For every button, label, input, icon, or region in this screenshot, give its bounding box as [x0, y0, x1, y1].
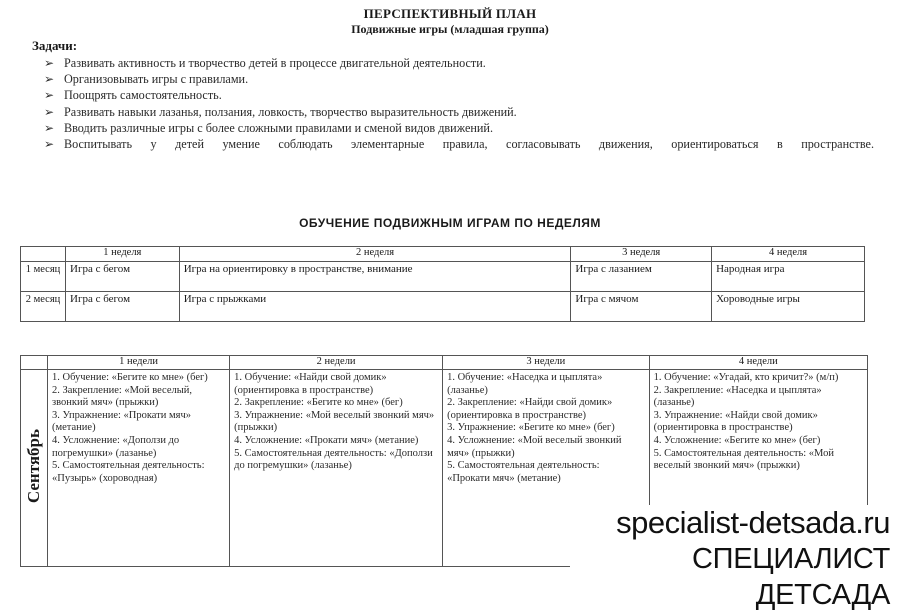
arrow-bullet-icon: ➢ — [44, 120, 55, 135]
activity-item: 1. Обучение: «Наседка и цыплята» (лазанье) — [447, 372, 603, 396]
table-cell: Хороводные игры — [712, 292, 865, 322]
task-item — [44, 55, 874, 71]
activity-item: 3. Упражнение: «Бегите ко мне» (бег) — [447, 422, 615, 434]
table-row — [21, 262, 865, 292]
table-cell: Игра с мячом — [571, 292, 712, 322]
task-text: Поощрять самостоятельность. — [64, 88, 222, 103]
watermark — [570, 505, 890, 611]
task-text: Организовывать игры с правилами. — [64, 72, 249, 87]
table-row — [21, 292, 865, 322]
task-item — [44, 136, 874, 152]
table-header-row — [21, 356, 868, 370]
column-header: 3 недели — [443, 356, 650, 370]
activity-item: 4. Усложнение: «Бегите ко мне» (бег) — [653, 434, 821, 446]
arrow-bullet-icon: ➢ — [44, 104, 55, 119]
tasks-heading: Задачи: — [32, 38, 78, 53]
month-label: Сентябрь — [24, 429, 43, 504]
table-cell: Игра на ориентировку в пространстве, внимание — [179, 262, 571, 292]
page-title: ПЕРСПЕКТИВНЫЙ ПЛАН — [363, 6, 537, 21]
column-header: 2 неделя — [179, 247, 571, 262]
week-cell — [230, 370, 443, 567]
table-cell: Игра с прыжками — [179, 292, 571, 322]
corner-cell — [21, 247, 66, 262]
tasks-list — [44, 55, 874, 152]
arrow-bullet-icon: ➢ — [44, 72, 55, 87]
arrow-bullet-icon: ➢ — [44, 56, 55, 70]
activity-item: 1. Обучение: «Найди свой домик» (ориентировка в пространстве) — [234, 372, 387, 396]
task-item — [44, 87, 874, 103]
arrow-bullet-icon: ➢ — [44, 137, 55, 152]
month-cell: 1 месяц — [21, 262, 66, 292]
column-header: 4 недели — [649, 356, 867, 370]
task-item — [44, 104, 874, 120]
month-cell — [21, 370, 48, 567]
activity-item: 4. Усложнение: «Прокати мяч» (метание) — [234, 434, 419, 446]
activity-item: 5. Самостоятельная деятельность: «Мой веселый звонкий мяч» (прыжки) — [653, 447, 834, 472]
task-item — [44, 71, 874, 87]
column-header: 3 неделя — [571, 247, 712, 262]
table-header-row — [21, 247, 865, 262]
table-cell: Игра с лазанием — [571, 262, 712, 292]
task-item — [44, 120, 874, 136]
activity-item: 1. Обучение: «Бегите ко мне» (бег) — [52, 372, 208, 383]
task-text: Развивать активность и творчество детей в процессе двигательной деятельности. — [64, 56, 486, 70]
column-header: 4 неделя — [712, 247, 865, 262]
corner-cell — [21, 356, 48, 370]
activity-item: 2. Закрепление: «Найди свой домик» (ориентировка в пространстве) — [447, 397, 613, 421]
activity-item: 3. Упражнение: «Найди свой домик» (ориентировка в пространстве) — [653, 409, 818, 434]
table-cell: Игра с бегом — [66, 292, 180, 322]
task-text: Вводить различные игры с более сложными правилами и сменой видов движений. — [64, 120, 493, 135]
activity-item: 2. Закрепление: «Наседка и цыплята» (лазанье) — [653, 384, 822, 409]
watermark-brand: СПЕЦИАЛИСТ ДЕТСАДА — [692, 543, 890, 611]
activity-item: 1. Обучение: «Угадай, кто кричит?» (м/п) — [653, 372, 839, 383]
activity-item: 5. Самостоятельная деятельность: «Доползи до погремушки» (лазанье) — [234, 447, 433, 472]
table-cell: Народная игра — [712, 262, 865, 292]
activity-item: 5. Самостоятельная деятельность: «Прокати мяч» (метание) — [447, 460, 600, 484]
activity-item: 5. Самостоятельная деятельность: «Пузырь» (хороводная) — [52, 460, 205, 484]
week-cell — [48, 370, 230, 567]
activity-item: 4. Усложнение: «Доползи до погремушки» (лазанье) — [52, 434, 180, 459]
activity-item: 3. Упражнение: «Прокати мяч» (метание) — [52, 409, 192, 434]
table-cell: Игра с бегом — [66, 262, 180, 292]
column-header: 1 недели — [48, 356, 230, 370]
task-text: Воспитывать у детей умение соблюдать элементарные правила, согласовывать движения, ориентироваться в пространстве. — [64, 137, 874, 152]
task-text: Развивать навыки лазанья, ползания, ловкость, творчество выразительность движений. — [64, 104, 517, 119]
watermark-url: specialist-detsada.ru — [616, 505, 890, 540]
column-header: 2 недели — [230, 356, 443, 370]
activity-item: 4. Усложнение: «Мой веселый звонкий мяч» (прыжки) — [447, 434, 622, 459]
column-header: 1 неделя — [66, 247, 180, 262]
month-cell: 2 месяц — [21, 292, 66, 322]
arrow-bullet-icon: ➢ — [44, 88, 55, 103]
weekly-section-title: ОБУЧЕНИЕ ПОДВИЖНЫМ ИГРАМ ПО НЕДЕЛЯМ — [299, 216, 601, 230]
activity-item: 2. Закрепление: «Мой веселый, звонкий мяч» (прыжки) — [52, 384, 193, 409]
page-subtitle: Подвижные игры (младшая группа) — [351, 22, 549, 36]
activity-item: 2. Закрепление: «Бегите ко мне» (бег) — [234, 397, 403, 409]
weekly-plan-table — [20, 246, 865, 322]
activity-item: 3. Упражнение: «Мой веселый звонкий мяч» (прыжки) — [234, 409, 435, 434]
